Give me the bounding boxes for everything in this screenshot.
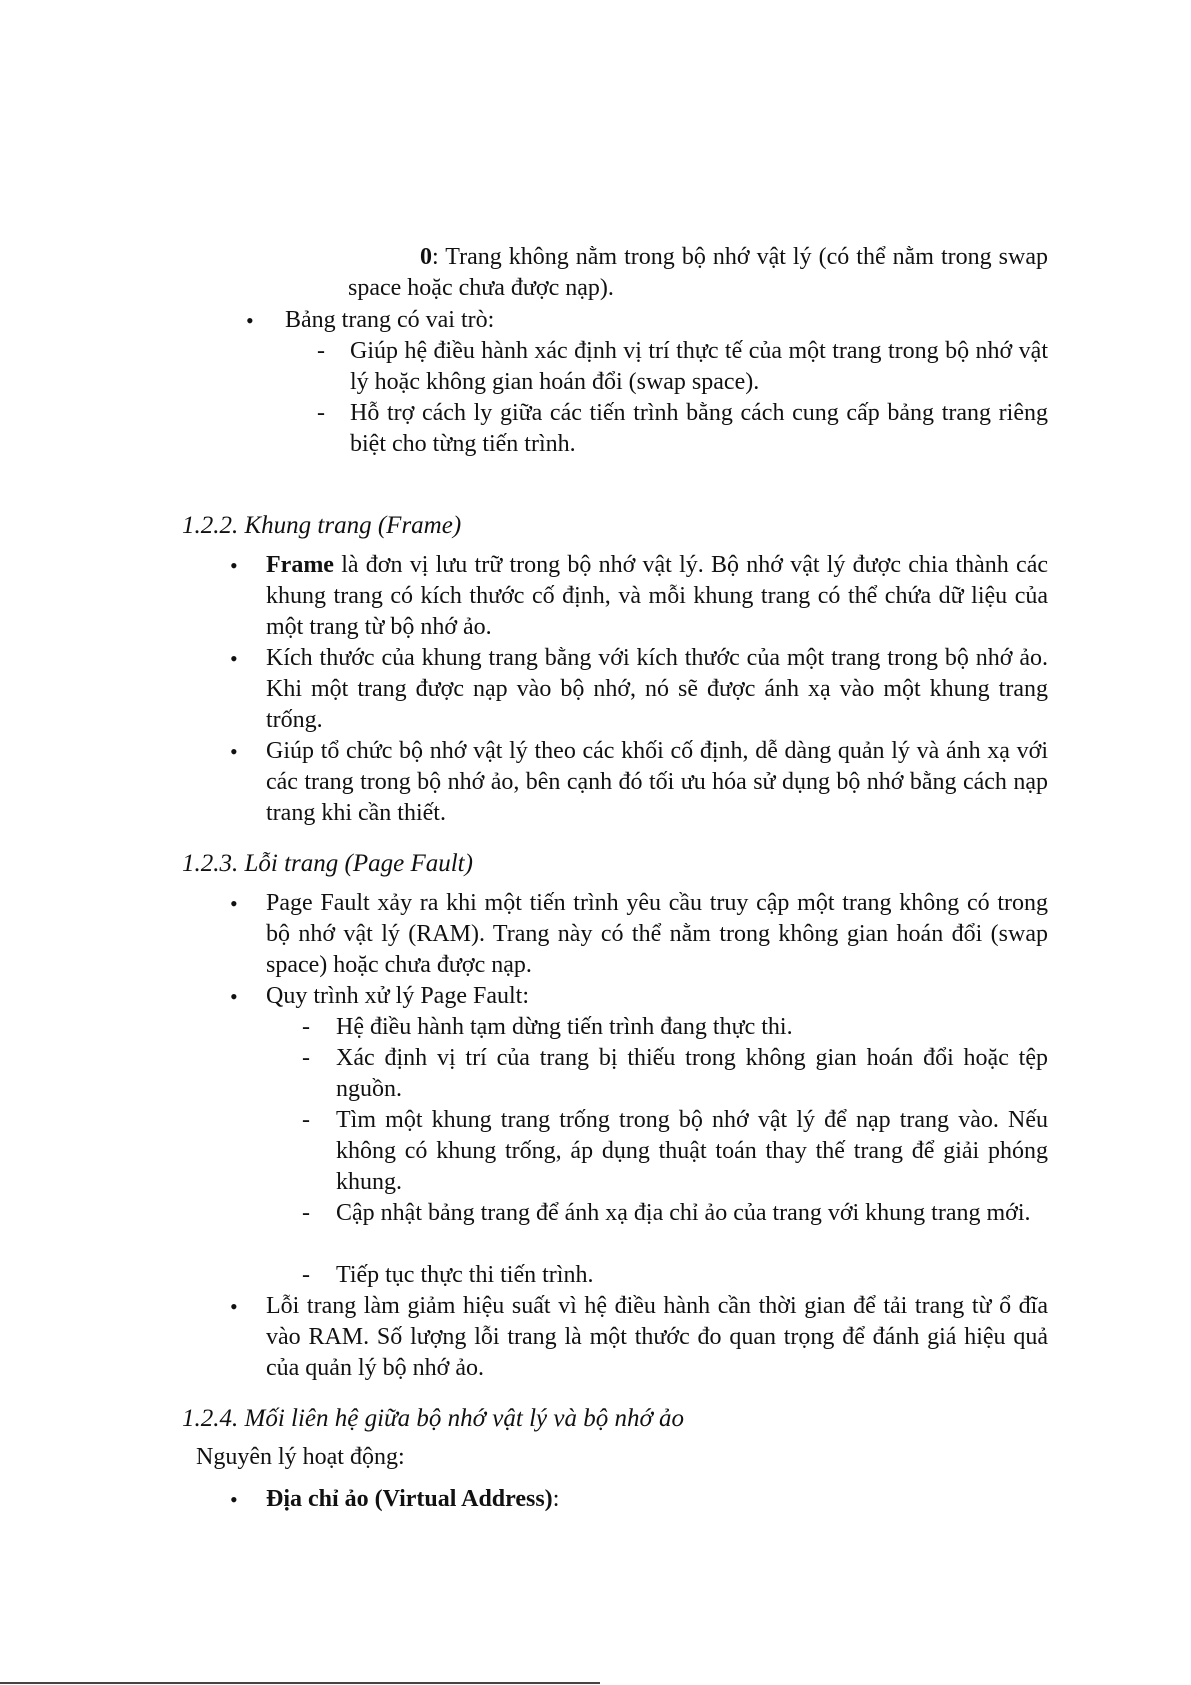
list-item-frame-benefit: Giúp tổ chức bộ nhớ vật lý theo các khối cố định, dễ dàng quản lý và ánh xạ với các trang trong bộ nhớ ảo, bên cạnh đó tối ưu hóa sử dụng bộ nhớ bằng cách nạp trang khi cần thiết. (266, 738, 1048, 826)
zero-label: 0 (420, 244, 432, 270)
dash-icon: - (302, 1200, 310, 1226)
list-item-bang-2: Hỗ trợ cách ly giữa các tiến trình bằng cách cung cấp bảng trang riêng biệt cho từng tiến trình. (350, 400, 1048, 457)
principle-label: Nguyên lý hoạt động: (196, 1444, 405, 1470)
list-item-bang-trang: Bảng trang có vai trò: (285, 307, 495, 333)
section-heading-1-2-3: 1.2.3. Lỗi trang (Page Fault) (182, 850, 473, 877)
bullet-icon: • (246, 308, 254, 333)
bullet-icon: • (230, 1294, 238, 1319)
dash-icon: - (302, 1014, 310, 1040)
bullet-icon: • (230, 1487, 238, 1512)
bullet-icon: • (230, 739, 238, 764)
dash-icon: - (302, 1045, 310, 1071)
frame-term: Frame (266, 552, 334, 578)
virtual-address-colon: : (552, 1486, 560, 1512)
list-item-bang-1: Giúp hệ điều hành xác định vị trí thực tế của một trang trong bộ nhớ vật lý hoặc không gian hoán đổi (swap space). (350, 338, 1048, 395)
bullet-icon: • (230, 984, 238, 1009)
bullet-icon: • (230, 891, 238, 916)
bullet-icon: • (230, 646, 238, 671)
step-5: Tiếp tục thực thi tiến trình. (336, 1262, 594, 1288)
step-1: Hệ điều hành tạm dừng tiến trình đang thực thi. (336, 1014, 793, 1040)
step-2: Xác định vị trí của trang bị thiếu trong không gian hoán đổi hoặc tệp nguồn. (336, 1045, 1048, 1102)
section-heading-1-2-2: 1.2.2. Khung trang (Frame) (182, 512, 462, 539)
dash-icon: - (302, 1262, 310, 1288)
section-heading-1-2-4: 1.2.4. Mối liên hệ giữa bộ nhớ vật lý và bộ nhớ ảo (182, 1405, 685, 1432)
footer-divider (0, 1682, 600, 1684)
zero-text: : Trang không nằm trong bộ nhớ vật lý (có thể nằm trong swap space hoặc chưa được nạp). (348, 244, 1048, 301)
dash-icon: - (317, 400, 325, 426)
paragraph-zero-bit (348, 242, 1048, 304)
list-item-virtual-address (266, 1484, 1048, 1515)
dash-icon: - (317, 338, 325, 364)
list-item-page-fault: Page Fault xảy ra khi một tiến trình yêu cầu truy cập một trang không có trong bộ nhớ vật lý (RAM). Trang này có thể nằm trong không gian hoán đổi (swap space) hoặc chưa được nạp. (266, 890, 1048, 978)
list-item-frame-size: Kích thước của khung trang bằng với kích thước của một trang trong bộ nhớ ảo. Khi một trang được nạp vào bộ nhớ, nó sẽ được ánh xạ vào một khung trang trống. (266, 645, 1048, 733)
virtual-address-term: Địa chỉ ảo (Virtual Address) (266, 1486, 553, 1512)
dash-icon: - (302, 1107, 310, 1133)
step-4: Cập nhật bảng trang để ánh xạ địa chỉ ảo của trang với khung trang mới. (336, 1200, 1031, 1226)
frame-definition-text: là đơn vị lưu trữ trong bộ nhớ vật lý. Bộ nhớ vật lý được chia thành các khung trang có kích thước cố định, và mỗi khung trang có thể chứa dữ liệu của một trang từ bộ nhớ ảo. (266, 552, 1048, 640)
bullet-icon: • (230, 553, 238, 578)
list-item-performance: Lỗi trang làm giảm hiệu suất vì hệ điều hành cần thời gian để tải trang từ ổ đĩa vào RAM. Số lượng lỗi trang là một thước đo quan trọng để đánh giá hiệu quả của quản lý bộ nhớ ảo. (266, 1293, 1048, 1381)
list-item-process-title: Quy trình xử lý Page Fault: (266, 983, 529, 1009)
step-3: Tìm một khung trang trống trong bộ nhớ vật lý để nạp trang vào. Nếu không có khung trống, áp dụng thuật toán thay thế trang để giải phóng khung. (336, 1107, 1048, 1195)
list-item-frame-definition (266, 550, 1048, 643)
